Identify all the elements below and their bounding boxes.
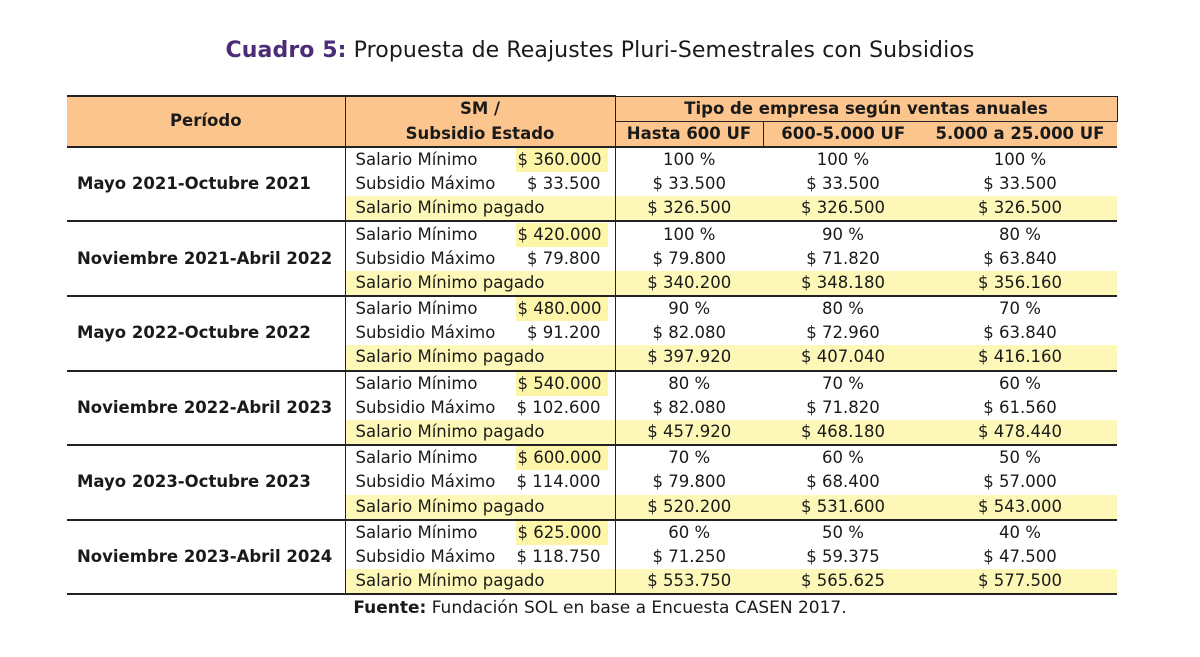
subsidy-cell: $ 71.250	[615, 545, 763, 569]
subsidy-cell: $ 33.500	[806, 174, 880, 194]
table-row	[67, 147, 1117, 172]
table-caption	[0, 38, 1200, 63]
paid-cell: $ 340.200	[615, 271, 763, 296]
paid-cell: $ 468.180	[763, 420, 923, 445]
table-row	[67, 520, 1117, 545]
header-periodo: Período	[67, 96, 345, 147]
sub-label: Subsidio Máximo	[355, 323, 496, 343]
table-row	[67, 296, 1117, 321]
sm-value: $ 600.000	[516, 446, 608, 470]
pct-cell: 50 %	[999, 448, 1041, 468]
sm-label: Salario Mínimo	[355, 224, 478, 244]
subsidy-cell: $ 33.500	[615, 172, 763, 196]
sm-value: $ 625.000	[516, 521, 608, 545]
sub-cell	[345, 172, 615, 196]
sm-cell	[345, 371, 615, 396]
period-label: Mayo 2022-Octubre 2022	[67, 296, 345, 371]
subsidy-cell: $ 57.000	[983, 472, 1057, 492]
sm-cell	[345, 445, 615, 470]
subsidy-cell: $ 68.400	[806, 472, 880, 492]
sub-cell	[345, 545, 615, 569]
source-label: Fuente:	[353, 598, 427, 618]
period-label: Noviembre 2021-Abril 2022	[67, 221, 345, 296]
table-row	[67, 221, 1117, 246]
subsidy-cell: $ 63.840	[983, 323, 1057, 343]
subsidy-cell: $ 82.080	[615, 321, 763, 345]
subsidy-cell: $ 71.820	[806, 248, 880, 268]
sub-label: Subsidio Máximo	[355, 472, 496, 492]
period-label: Noviembre 2023-Abril 2024	[67, 520, 345, 595]
caption-text: Propuesta de Reajustes Pluri-Semestrales con Subsidios	[353, 38, 975, 63]
paid-cell: $ 407.040	[763, 345, 923, 370]
table-body	[67, 147, 1117, 594]
period-label: Noviembre 2022-Abril 2023	[67, 371, 345, 446]
pct-cell: 80 %	[615, 371, 763, 396]
pct-cell: 100 %	[615, 147, 763, 172]
sm-label: Salario Mínimo	[355, 149, 478, 169]
pct-cell: 90 %	[615, 296, 763, 321]
sm-value: $ 420.000	[516, 223, 608, 247]
sub-label: Subsidio Máximo	[355, 248, 496, 268]
period-label: Mayo 2023-Octubre 2023	[67, 445, 345, 520]
paid-cell: $ 397.920	[615, 345, 763, 370]
sub-label: Subsidio Máximo	[355, 174, 496, 194]
sm-value: $ 480.000	[516, 297, 608, 321]
subsidy-cell: $ 63.840	[983, 248, 1057, 268]
paid-cell: $ 416.160	[923, 345, 1117, 370]
header-col2: 600-5.000 UF	[763, 121, 923, 147]
paid-cell: $ 531.600	[763, 495, 923, 520]
paid-cell: $ 326.500	[923, 196, 1117, 221]
sub-value: $ 118.750	[516, 546, 601, 566]
pct-cell: 70 %	[999, 299, 1041, 319]
paid-cell: $ 326.500	[763, 196, 923, 221]
source-note	[0, 598, 1200, 618]
sm-label: Salario Mínimo	[355, 448, 478, 468]
paid-cell: $ 543.000	[923, 495, 1117, 520]
pct-cell: 60 %	[615, 520, 763, 545]
paid-cell: $ 326.500	[615, 196, 763, 221]
sub-cell	[345, 247, 615, 271]
header-sm-line1: SM /	[345, 96, 615, 121]
subsidy-cell: $ 72.960	[806, 323, 880, 343]
header-col1: Hasta 600 UF	[615, 121, 763, 147]
pct-cell: 60 %	[822, 448, 864, 468]
pct-cell: 60 %	[999, 373, 1041, 393]
sm-label: Salario Mínimo	[355, 522, 478, 542]
sub-cell	[345, 470, 615, 494]
subsidy-cell: $ 82.080	[615, 396, 763, 420]
paid-cell: $ 577.500	[923, 569, 1117, 594]
paid-cell: $ 553.750	[615, 569, 763, 594]
sm-cell	[345, 296, 615, 321]
pct-cell: 40 %	[999, 522, 1041, 542]
period-label: Mayo 2021-Octubre 2021	[67, 147, 345, 222]
subsidy-cell: $ 79.800	[615, 247, 763, 271]
header-sm-line2: Subsidio Estado	[345, 121, 615, 147]
sub-value: $ 91.200	[527, 323, 601, 343]
header-col3: 5.000 a 25.000 UF	[923, 121, 1117, 147]
paid-label: Salario Mínimo pagado	[345, 196, 615, 221]
subsidy-cell: $ 33.500	[983, 174, 1057, 194]
sub-value: $ 102.600	[516, 397, 601, 417]
paid-cell: $ 478.440	[923, 420, 1117, 445]
sm-value: $ 540.000	[516, 372, 608, 396]
paid-cell: $ 356.160	[923, 271, 1117, 296]
sub-label: Subsidio Máximo	[355, 546, 496, 566]
caption-label: Cuadro 5:	[225, 38, 347, 63]
sm-value: $ 360.000	[516, 148, 608, 172]
table-row	[67, 371, 1117, 396]
sm-label: Salario Mínimo	[355, 373, 478, 393]
sub-value: $ 114.000	[516, 472, 601, 492]
pct-cell: 80 %	[999, 224, 1041, 244]
pct-cell: 70 %	[615, 445, 763, 470]
subsidy-cell: $ 79.800	[615, 470, 763, 494]
paid-cell: $ 520.200	[615, 495, 763, 520]
pct-cell: 100 %	[615, 221, 763, 246]
subsidy-cell: $ 47.500	[983, 546, 1057, 566]
pct-cell: 80 %	[822, 299, 864, 319]
pct-cell: 100 %	[816, 149, 870, 169]
paid-cell: $ 457.920	[615, 420, 763, 445]
sub-cell	[345, 396, 615, 420]
paid-label: Salario Mínimo pagado	[345, 345, 615, 370]
pct-cell: 100 %	[993, 149, 1047, 169]
sm-label: Salario Mínimo	[355, 299, 478, 319]
source-text: Fundación SOL en base a Encuesta CASEN 2017.	[431, 598, 847, 618]
paid-label: Salario Mínimo pagado	[345, 420, 615, 445]
sub-value: $ 33.500	[527, 174, 601, 194]
sub-cell	[345, 321, 615, 345]
subsidy-cell: $ 59.375	[806, 546, 880, 566]
pct-cell: 50 %	[822, 522, 864, 542]
subsidy-cell: $ 71.820	[806, 397, 880, 417]
sm-cell	[345, 221, 615, 246]
subsidy-table	[67, 95, 1118, 595]
pct-cell: 70 %	[822, 373, 864, 393]
paid-label: Salario Mínimo pagado	[345, 271, 615, 296]
paid-cell: $ 348.180	[763, 271, 923, 296]
subsidy-cell: $ 61.560	[983, 397, 1057, 417]
sub-label: Subsidio Máximo	[355, 397, 496, 417]
sm-cell	[345, 520, 615, 545]
pct-cell: 90 %	[822, 224, 864, 244]
table-row	[67, 445, 1117, 470]
paid-label: Salario Mínimo pagado	[345, 495, 615, 520]
sm-cell	[345, 147, 615, 172]
header-group: Tipo de empresa según ventas anuales	[615, 96, 1117, 121]
paid-label: Salario Mínimo pagado	[345, 569, 615, 594]
sub-value: $ 79.800	[527, 248, 601, 268]
paid-cell: $ 565.625	[763, 569, 923, 594]
